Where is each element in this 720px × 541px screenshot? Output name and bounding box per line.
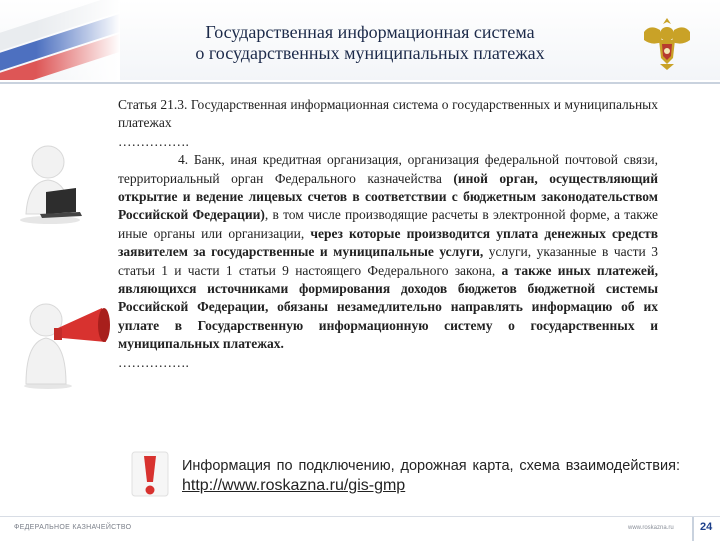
red-exclamation-icon	[130, 448, 170, 500]
paragraph-mid-2: услуги, указанные в части 3 статьи 1 и части 1 статьи 9 настоящего Федерального закона,	[118, 244, 658, 278]
paragraph-bold-2: через которые производится уплата денежных средств заявителем за государственные и муниципальные услуги,	[118, 225, 658, 260]
ellipsis-top: …………….	[118, 133, 189, 149]
paragraph-bold-1: (иной орган, осуществляющий открытие и ведение лицевых счетов в соответствии с бюджетным законодательством Российской Федерации)	[118, 170, 658, 223]
paragraph-mid-1: , в том числе производящие расчеты в электронной форме, а также иные органы или организации,	[118, 207, 659, 241]
double-headed-eagle-emblem-icon	[640, 12, 694, 72]
info-block	[182, 456, 680, 496]
gis-gmp-link[interactable]: http://www.roskazna.ru/gis-gmp	[182, 477, 406, 494]
header-divider	[0, 82, 720, 84]
page-number-divider	[692, 517, 694, 541]
russian-flag-decoration	[0, 0, 120, 80]
title-line-1: Государственная информационная система	[205, 22, 535, 42]
article-heading: Статья 21.3. Государственная информационная система о государственных и муниципальных платежах	[118, 97, 658, 131]
slide-header	[0, 0, 720, 80]
ellipsis-bottom: …………….	[118, 354, 189, 370]
person-with-megaphone-icon	[14, 298, 124, 390]
footer-organization: ФЕДЕРАЛЬНОЕ КАЗНАЧЕЙСТВО	[14, 524, 132, 531]
paragraph-intro: 4. Банк, иная кредитная организация, организация федеральной почтовой связи, территориальный орган Федерального казначейства	[118, 152, 658, 186]
slide-footer	[0, 516, 720, 541]
page-number: 24	[700, 521, 713, 533]
slide-title	[130, 22, 610, 64]
info-text: Информация по подключению, дорожная карта, схема взаимодействия:	[182, 458, 680, 474]
person-at-laptop-icon	[10, 142, 90, 224]
footer-website: www.roskazna.ru	[628, 525, 674, 531]
paragraph-bold-3: а также иных платежей, являющихся источниками формирования доходов бюджетов бюджетной системы Российской Федерации, обязаны незамедлительно направлять информацию об их уплате в Государственную информационную систему о государственных и муниципальных платежах.	[118, 262, 658, 352]
title-line-2: о государственных муниципальных платежах	[195, 43, 545, 63]
article-text	[118, 96, 658, 372]
article-paragraph-4	[118, 151, 658, 353]
